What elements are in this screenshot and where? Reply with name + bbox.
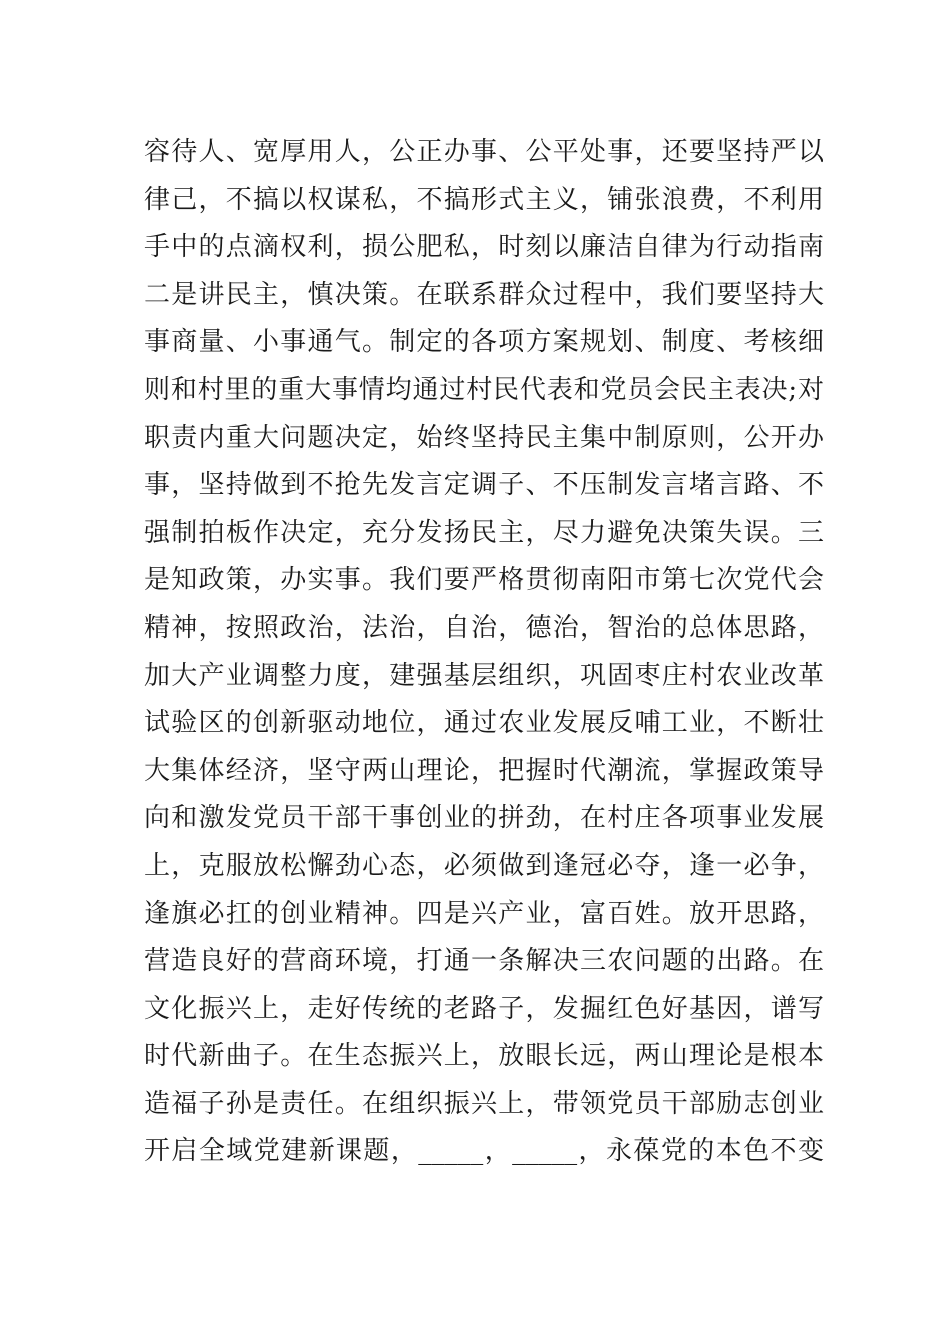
text-line: 大集体经济，坚守两山理论，把握时代潮流，掌握政策导 [144,755,824,786]
text-line: 试验区的创新驱动地位，通过农业发展反哺工业，不断壮 [144,708,824,739]
text-line: 二是讲民主，慎决策。在联系群众过程中，我们要坚持大 [144,279,824,310]
text-line: 营造良好的营商环境，打通一条解决三农问题的出路。在 [144,946,824,977]
text-line: 向和激发党员干部干事创业的拼劲，在村庄各项事业发展 [144,803,824,834]
text-line: 上，克服放松懈劲心态，必须做到逢冠必夺，逢一必争， [144,850,824,881]
text-line: 则和村里的重大事情均通过村民代表和党员会民主表决;对 [144,374,824,405]
text-line: 加大产业调整力度，建强基层组织，巩固枣庄村农业改革 [144,660,824,691]
text-line: 时代新曲子。在生态振兴上，放眼长远，两山理论是根本 [144,1041,824,1072]
text-line: 逢旗必扛的创业精神。四是兴产业，富百姓。放开思路， [144,898,824,929]
text-line: 律己，不搞以权谋私，不搞形式主义，铺张浪费，不利用 [144,184,824,215]
text-line: 造福子孙是责任。在组织振兴上，带领党员干部励志创业 [144,1088,824,1119]
text-line: 事商量、小事通气。制定的各项方案规划、制度、考核细 [144,327,824,358]
text-line: 精神，按照政治，法治，自治，德治，智治的总体思路， [144,612,824,643]
text-line: 强制拍板作决定，充分发扬民主，尽力避免决策失误。三 [144,517,824,548]
text-line: 手中的点滴权利，损公肥私，时刻以廉洁自律为行动指南 [144,232,824,263]
text-line: 职责内重大问题决定，始终坚持民主集中制原则，公开办 [144,422,824,453]
text-line: 是知政策，办实事。我们要严格贯彻南阳市第七次党代会 [144,565,824,596]
text-line: 事，坚持做到不抢先发言定调子、不压制发言堵言路、不 [144,470,824,501]
body-text [144,129,824,1176]
text-line: 容待人、宽厚用人，公正办事、公平处事，还要坚持严以 [144,137,824,167]
text-line: 开启全域党建新课题，_____，_____，永葆党的本色不变 [144,1136,824,1167]
text-line: 文化振兴上，走好传统的老路子，发掘红色好基因，谱写 [144,993,824,1024]
